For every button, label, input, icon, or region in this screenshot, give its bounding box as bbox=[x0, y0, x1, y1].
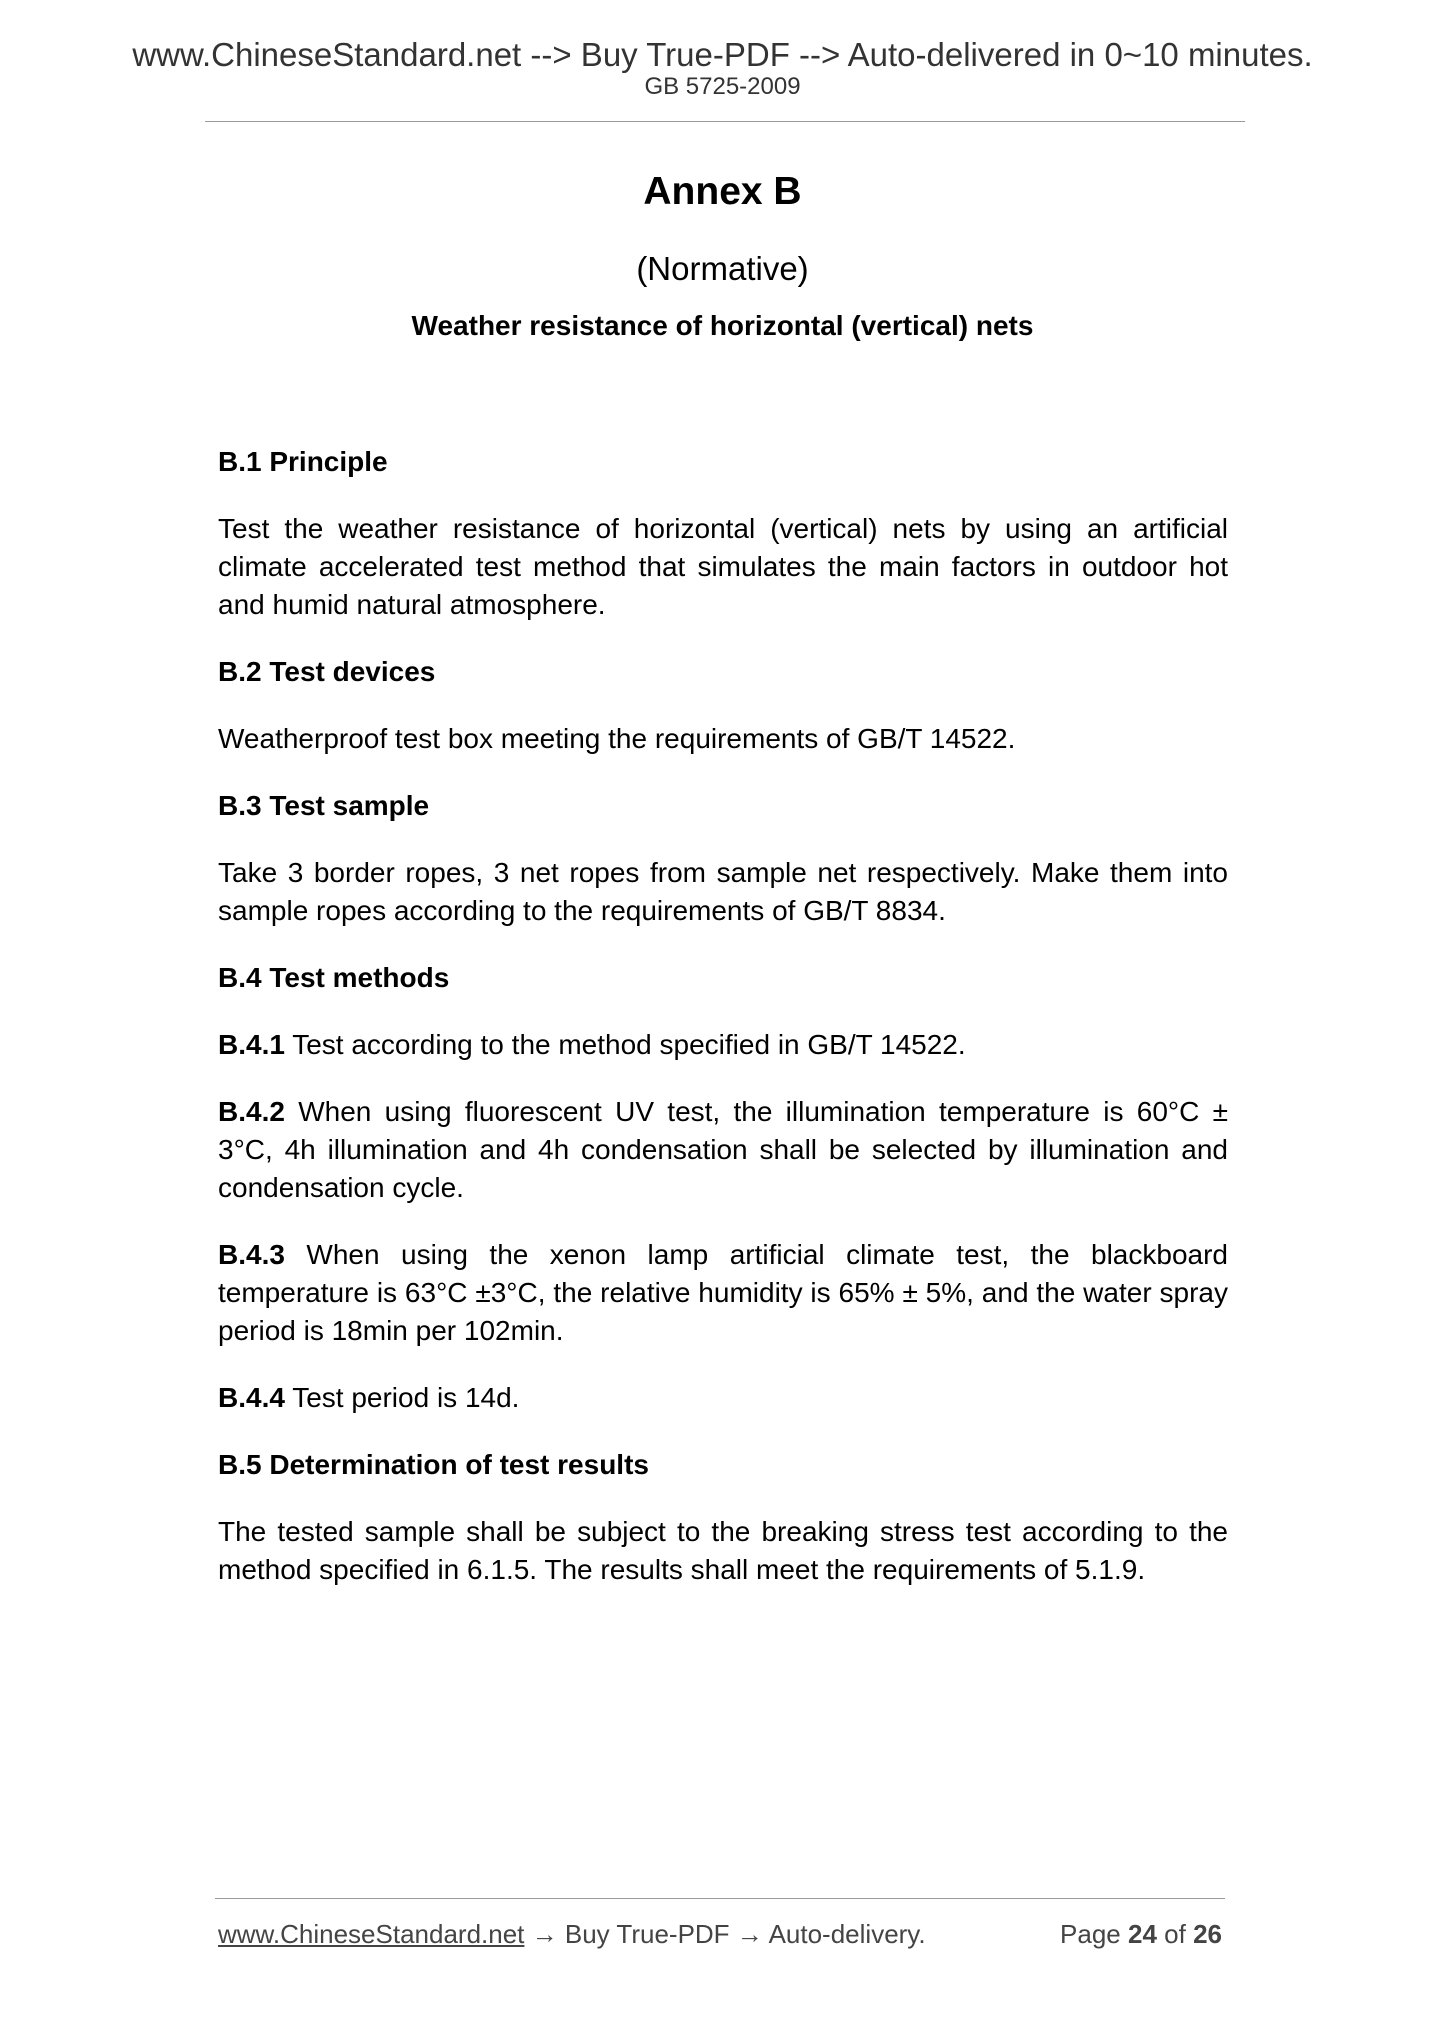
clause-text: When using fluorescent UV test, the illumination temperature is 60°C ± 3°C, 4h illumination and 4h condensation shall be selected by illumination and condensation cycle. bbox=[218, 1096, 1228, 1203]
of-label: of bbox=[1164, 1919, 1186, 1949]
section-heading-b5: B.5 Determination of test results bbox=[218, 1449, 649, 1480]
section-text-b1: Test the weather resistance of horizontal (vertical) nets by using an artificial climate accelerated test method that simulates the main factors in outdoor hot and humid natural atmosphere. bbox=[218, 513, 1228, 620]
clause-b4-2 bbox=[218, 1093, 1228, 1207]
total-pages: 26 bbox=[1193, 1919, 1222, 1949]
annex-type: (Normative) bbox=[636, 250, 809, 287]
document-body bbox=[218, 443, 1228, 1589]
annex-title: Annex B bbox=[643, 170, 802, 213]
clause-b4-1 bbox=[218, 1026, 1228, 1064]
section-heading-b4: B.4 Test methods bbox=[218, 962, 450, 993]
annex-subtitle: Weather resistance of horizontal (vertical) nets bbox=[411, 310, 1034, 341]
clause-number: B.4.1 bbox=[218, 1029, 285, 1060]
page-label: Page bbox=[1060, 1919, 1121, 1949]
footer-left bbox=[218, 1921, 926, 1947]
clause-number: B.4.4 bbox=[218, 1382, 285, 1413]
clause-b4-4 bbox=[218, 1379, 1228, 1417]
current-page: 24 bbox=[1128, 1919, 1157, 1949]
section-text-b2: Weatherproof test box meeting the requirements of GB/T 14522. bbox=[218, 723, 1016, 754]
section-text-b5: The tested sample shall be subject to the breaking stress test according to the method specified in 6.1.5. The results shall meet the requirements of 5.1.9. bbox=[218, 1516, 1228, 1585]
clause-text: Test according to the method specified in GB/T 14522. bbox=[284, 1029, 966, 1060]
section-text-b3: Take 3 border ropes, 3 net ropes from sample net respectively. Make them into sample ropes according to the requirements of GB/T 8834. bbox=[218, 857, 1228, 926]
clause-b4-3 bbox=[218, 1236, 1228, 1350]
section-heading-b1: B.1 Principle bbox=[218, 446, 388, 477]
section-heading-b3: B.3 Test sample bbox=[218, 790, 430, 821]
footer-tagline: → Buy True-PDF → Auto-delivery. bbox=[524, 1919, 926, 1949]
clause-text: When using the xenon lamp artificial climate test, the blackboard temperature is 63°C ±3°C, the relative humidity is 65% ± 5%, and the water spray period is 18min per 102min. bbox=[218, 1239, 1228, 1346]
footer-site-link[interactable]: www.ChineseStandard.net bbox=[218, 1919, 525, 1949]
header-divider bbox=[205, 121, 1245, 122]
clause-number: B.4.2 bbox=[218, 1096, 285, 1127]
clause-text: Test period is 14d. bbox=[284, 1382, 520, 1413]
top-banner: www.ChineseStandard.net --> Buy True-PDF --> Auto-delivered in 0~10 minutes. bbox=[132, 36, 1313, 73]
footer-divider bbox=[215, 1898, 1225, 1899]
document-code: GB 5725-2009 bbox=[644, 73, 801, 100]
clause-number: B.4.3 bbox=[218, 1239, 285, 1270]
page-number bbox=[1060, 1921, 1222, 1947]
section-heading-b2: B.2 Test devices bbox=[218, 656, 436, 687]
